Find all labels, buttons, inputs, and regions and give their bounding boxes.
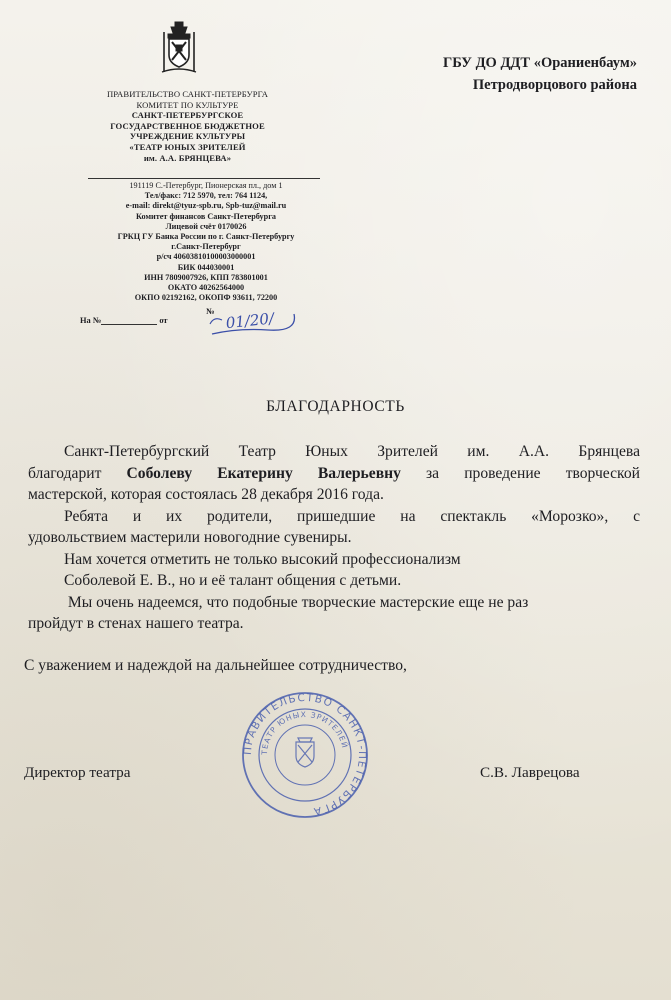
letter-body — [28, 441, 640, 635]
letterhead-line: КОМИТЕТ ПО КУЛЬТУРЕ — [136, 99, 239, 110]
outgoing-number-label: На № — [80, 316, 102, 325]
paragraph-4-line-2: пройдут в стенах нашего театра. — [28, 615, 244, 632]
requisite-line: ГРКЦ ГУ Банка России по г. Санкт-Петербургу — [117, 232, 295, 242]
requisite-line: р/сч 40603810100003000001 — [156, 252, 256, 262]
paragraph-1-line-1: Санкт-Петербургский Театр Юных Зрителей им. А.А. Брянцева — [64, 443, 640, 460]
coat-of-arms-emblem — [158, 20, 200, 78]
stamp-inner-text: ТЕАТР ЮНЫХ ЗРИТЕЛЕЙ — [259, 709, 350, 756]
handwritten-number-text: 01/20/ — [224, 309, 275, 333]
letterhead-line: САНКТ-ПЕТЕРБУРГСКОЕ — [131, 110, 244, 121]
recipient-district: Петродворцового района — [472, 77, 637, 93]
number-symbol: № — [206, 307, 215, 316]
requisite-line: Тел/факс: 712 5970, тел: 764 1124, — [144, 191, 268, 201]
requisite-line: Лицевой счёт 0170026 — [165, 221, 247, 231]
thanks-verb: благодарит — [28, 464, 127, 482]
letterhead-line: УЧРЕЖДЕНИЕ КУЛЬТУРЫ — [129, 131, 246, 142]
requisite-line: 191119 С.-Петербург, Пионерская пл., дом 1 — [129, 181, 283, 190]
letterhead — [90, 89, 285, 163]
paragraph-1-line-3: мастерской, которая состоялась 28 декабря 2016 года. — [28, 486, 384, 503]
paragraph-2-line-1: Ребята и их родители, пришедшие на спектакль «Морозко», с — [64, 507, 640, 525]
paragraph-4-line-1: Мы очень надеемся, что подобные творческие мастерские еще не раз — [64, 593, 529, 611]
letter-title: БЛАГОДАРНОСТЬ — [266, 398, 405, 415]
paragraph-3-line-2: Соболевой Е. В., но и её талант общения с детьми. — [64, 572, 402, 589]
svg-text:ТЕАТР ЮНЫХ ЗРИТЕЛЕЙ — [260, 710, 350, 756]
requisite-line: г.Санкт-Петербург — [171, 242, 241, 252]
paragraph-3-line-1: Нам хочется отметить не только высокий профессионализм — [64, 550, 461, 568]
requisite-line: ИНН 7809007926, КПП 783801001 — [144, 272, 268, 282]
requisites-block — [86, 181, 326, 303]
handwritten-number — [208, 304, 298, 338]
requisite-line: ОКПО 02192162, ОКОПФ 93611, 72200 — [134, 293, 278, 303]
letterhead-divider — [88, 178, 320, 179]
letterhead-line: «ТЕАТР ЮНЫХ ЗРИТЕЛЕЙ — [129, 141, 246, 152]
stamp-emblem-icon — [296, 738, 314, 767]
signatory-role: Директор театра — [24, 764, 131, 781]
thanks-reason: за проведение творческой — [400, 464, 640, 482]
recipient-block — [443, 52, 637, 96]
requisite-line: Комитет финансов Санкт-Петербурга — [135, 211, 277, 221]
outgoing-date-label: от — [159, 316, 168, 325]
recipient-organization: ГБУ ДО ДДТ «Ораниенбаум» — [443, 55, 637, 71]
official-round-stamp — [240, 690, 370, 820]
letterhead-line: им. А.А. БРЯНЦЕВА» — [143, 152, 232, 163]
requisite-line: ОКАТО 40262564000 — [167, 283, 245, 293]
requisite-line: e-mail: direkt@tyuz-spb.ru, Spb-tuz@mail.ru — [125, 201, 287, 211]
paragraph-1-line-2 — [28, 463, 640, 485]
letterhead-line: ПРАВИТЕЛЬСТВО САНКТ-ПЕТЕРБУРГА — [106, 89, 269, 99]
closing-phrase: С уважением и надеждой на дальнейшее сотрудничество, — [24, 657, 407, 674]
paragraph-2-line-2: удовольствием мастерили новогодние сувениры. — [28, 529, 352, 546]
honoree-name: Соболеву Екатерину Валерьевну — [126, 464, 401, 482]
outgoing-number-blank — [101, 324, 157, 325]
letterhead-line: ГОСУДАРСТВЕННОЕ БЮДЖЕТНОЕ — [110, 120, 265, 131]
outgoing-reference — [80, 316, 168, 325]
requisite-line: БИК 044030001 — [177, 262, 235, 272]
stamp-outer-text: ПРАВИТЕЛЬСТВО САНКТ-ПЕТЕРБУРГА — [241, 691, 369, 818]
signatory-name: С.В. Лаврецова — [480, 764, 580, 781]
